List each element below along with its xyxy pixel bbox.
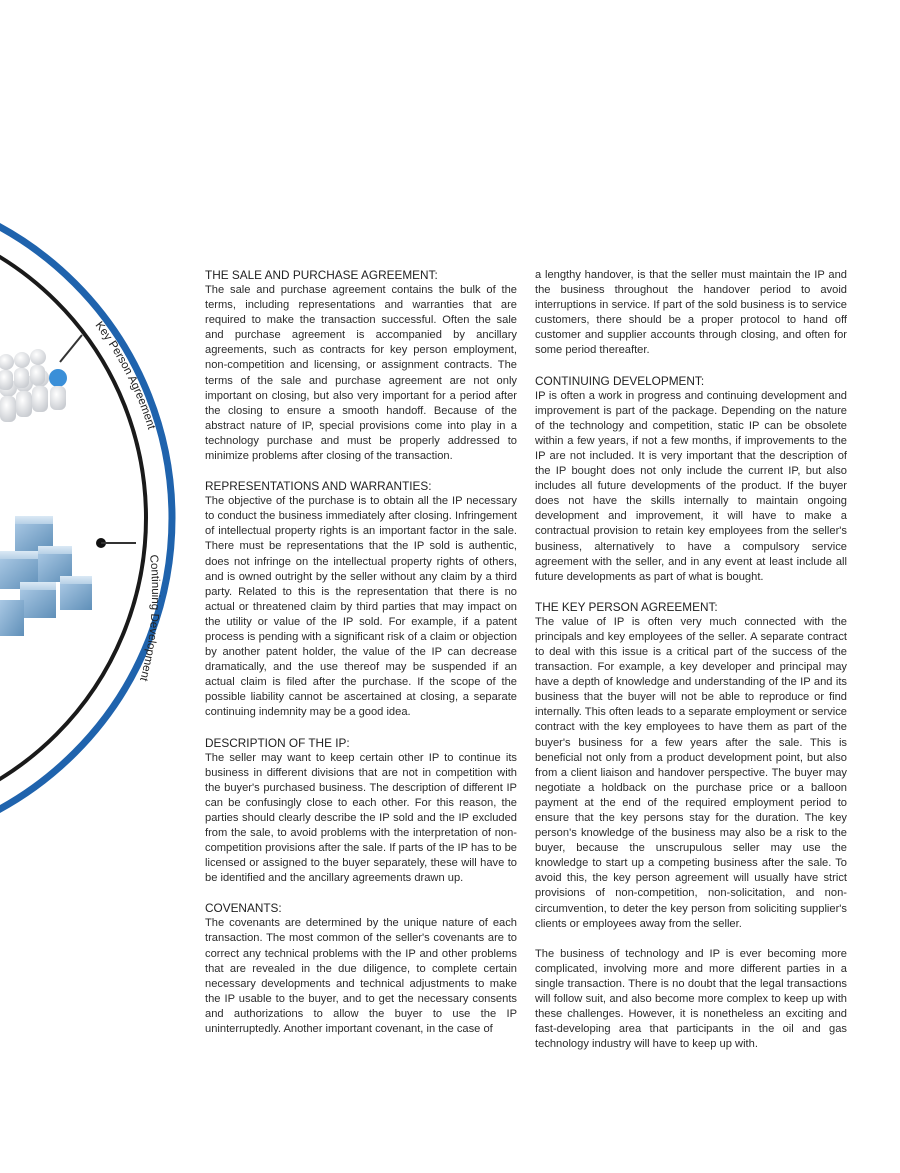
section-continuing-development bbox=[535, 374, 847, 585]
left-column bbox=[205, 268, 517, 1052]
section-body: The sale and purchase agreement contains the bulk of the terms, including representations and warranties that are required to make the transaction successful. Often the sale and purchase agreement is accompanied by ancillary agreements, such as contracts for key person employment, non-competition and licensing, or assignment contracts. The terms of the sale and purchase agreement are not only important on closing, but also very important for a period after the closing to ensure a smooth handoff. Because of the abstract nature of IP, special provisions come into play in a technology purchase and must be properly addressed to minimize problems after closing of the transaction. bbox=[205, 284, 517, 463]
arc-label-continuing-development-text: Continuing Development bbox=[137, 554, 162, 683]
section-body: The covenants are determined by the unique nature of each transaction. The most common of the seller's covenants are to correct any technical problems with the IP and other problems that are revealed in the due diligence, to complete certain necessary developments and technical adjustments to make the IP usable to the buyer, and to get the necessary consents and authorizations to allow the buyer to use the IP uninterruptedly. Another important covenant, in the case of bbox=[205, 917, 517, 1036]
section-heading: CONTINUING DEVELOPMENT: bbox=[535, 373, 705, 388]
section-representations bbox=[205, 479, 517, 720]
people-figures-image bbox=[0, 349, 67, 422]
section-heading: DESCRIPTION OF THE IP: bbox=[205, 735, 350, 750]
arc-label-key-person-text: Key Person Agreement bbox=[92, 319, 158, 431]
section-heading: THE SALE AND PURCHASE AGREEMENT: bbox=[205, 268, 438, 282]
section-body: The objective of the purchase is to obtain all the IP necessary to conduct the business immediately after closing. Infringement of intellectual property rights is an important factor in the sale. There must be representations that the IP sold is authentic, does not infringe on the intellectual property rights of others, and is owned outright by the seller without any claim by a third party. Related to this is the representation that there is no actual or threatened claim by third parties that may impact on the utility or value of the IP sold. For example, if a patent process is pending with a significant risk of a claim or objection by another patent holder, the value of the IP can decrease dramatically, and the use thereof may be suspended if an actual claim is filed after the purchase. If the scope of the possible liability cannot be ascertained at closing, a separate continuing indemnity may be a good idea. bbox=[205, 495, 517, 719]
section-key-person bbox=[535, 600, 847, 932]
section-body: The value of IP is often very much connected with the principals and key employees of the seller. A separate contract to deal with this issue is a critical part of the success of the transaction. For example, a key developer and principal may have a depth of knowledge and understanding of the IP and its business that the buyer will not be able to reproduce or find internally. This often leads to a separate employment or service contract with the key employees to have them as part of the buyer's business for a few years after the sale. This is beneficial not only from a product development point, but also from a client liaison and handover perspective. The buyer may negotiate a holdback on the purchase price or a balloon payment at the end of the required employment period to ensure that the key persons stay for the duration. The key person's knowledge of the business may also be a risk to the buyer, because the unscrupulous seller may use the knowledge to start up a competing business after the sale. To avoid this, the key person agreement will usually have strict provisions of non-competition, non-solicitation, and non-circumvention, to deter the key person from soliciting supplier's clients or employees away from the seller. bbox=[535, 615, 847, 930]
blue-cubes-image bbox=[0, 516, 92, 636]
section-body: The business of technology and IP is ever becoming more complicated, involving more and more different parties in a single transaction. There is no doubt that the legal transactions will follow suit, and also become more complex to keep up with these challenges. However, it is nonetheless an exciting and fast-developing area that participants in the oil and gas technology industry will have to keep up with. bbox=[535, 947, 847, 1051]
arc-label-key-person bbox=[93, 320, 158, 432]
section-body: a lengthy handover, is that the seller must maintain the IP and the business throughout the handover period to avoid interruptions in service. If part of the sold business is to service customers, there should be a proper protocol to hand off customer and supplier accounts through closing, and often for some period thereafter. bbox=[535, 269, 847, 357]
connector-key-person bbox=[60, 335, 82, 362]
section-description bbox=[205, 736, 517, 887]
section-body: IP is often a work in progress and continuing development and improvement is part of the package. Depending on the nature of the technology and competition, static IP can be obsolete within a few years, if not a few months, if improvements to the IP are not included. It is very important that the description of the IP bought does not only include the current IP, but also includes all future developments of the product. If the buyer does not have the skills internally to maintain ongoing development and improvement, it will have to make a contractual provision to retain key employees from the seller's business, alternatively to have a compulsory service agreement with the seller, and in any event at least include all future developments as part of what is bought. bbox=[535, 389, 847, 583]
section-heading: REPRESENTATIONS AND WARRANTIES: bbox=[205, 479, 432, 494]
section-sale-purchase bbox=[205, 268, 517, 464]
section-covenants-continued bbox=[535, 268, 847, 359]
right-column bbox=[535, 268, 847, 1067]
section-conclusion bbox=[535, 947, 847, 1053]
section-body: The seller may want to keep certain other IP to continue its business in different divisions that are not in competition with the buyer's purchased business. The description of different IP can be confusingly close to each other. For this reason, the parties should clearly describe the IP sold and the IP excluded from the sale, to avoid problems with the interpretation of non-competition provisions after the sale. If parts of the IP has to be licensed or assigned to the buyer separately, these will have to be identified and the ancillary agreements drawn up. bbox=[205, 751, 517, 885]
section-heading: THE KEY PERSON AGREEMENT: bbox=[535, 599, 718, 614]
section-covenants bbox=[205, 901, 517, 1037]
section-heading: COVENANTS: bbox=[205, 901, 282, 916]
